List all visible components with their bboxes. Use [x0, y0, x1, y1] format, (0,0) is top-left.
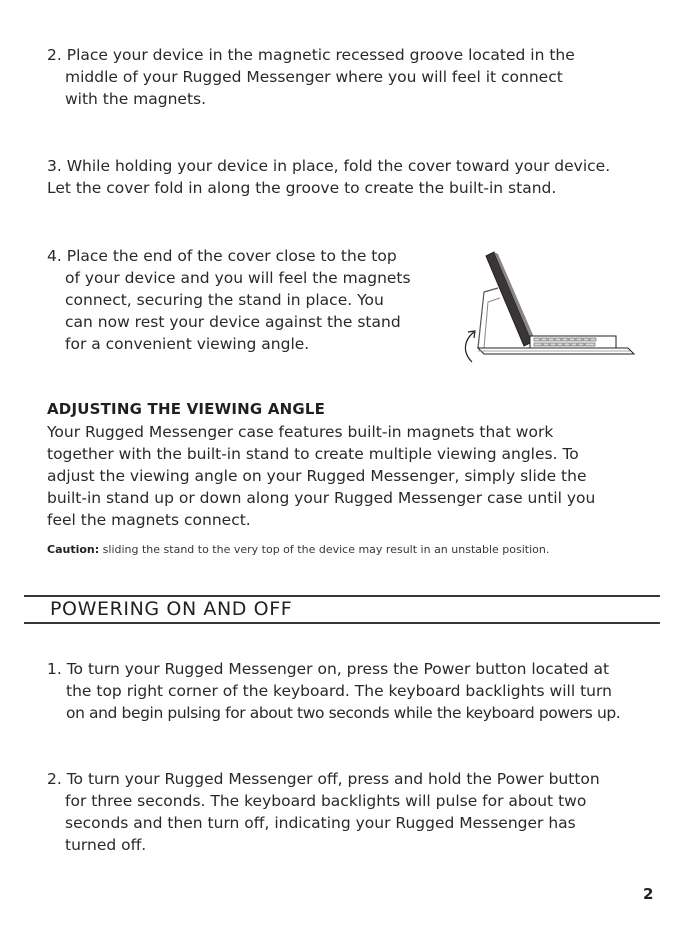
- step-3-line: 3. While holding your device in place, fold the cover toward your device.: [47, 157, 611, 175]
- step-4-line: of your device and you will feel the magnets: [65, 269, 411, 287]
- page-number: 2: [643, 885, 654, 903]
- step-4-line: for a convenient viewing angle.: [65, 335, 310, 353]
- step-4-instruction: [47, 245, 411, 355]
- step-2-line: middle of your Rugged Messenger where you will feel it connect: [65, 68, 563, 86]
- viewing-angle-line: Your Rugged Messenger case features built-in magnets that work: [47, 423, 554, 441]
- section-bottom-rule: [24, 622, 660, 624]
- section-top-rule: [24, 595, 660, 597]
- power-on-instruction: [47, 658, 620, 724]
- viewing-angle-paragraph: [47, 421, 595, 531]
- caution-note: [47, 543, 549, 556]
- step-2-line: 2. Place your device in the magnetic recessed groove located in the: [47, 46, 575, 64]
- power-off-line: seconds and then turn off, indicating your Rugged Messenger has: [65, 814, 576, 832]
- power-off-line: 2. To turn your Rugged Messenger off, press and hold the Power button: [47, 770, 600, 788]
- power-off-line: for three seconds. The keyboard backlights will pulse for about two: [65, 792, 587, 810]
- caution-text: sliding the stand to the very top of the device may result in an unstable position.: [99, 543, 550, 556]
- step-3-line: Let the cover fold in along the groove to create the built-in stand.: [47, 179, 557, 197]
- step-4-line: connect, securing the stand in place. You: [65, 291, 384, 309]
- viewing-angle-heading: ADJUSTING THE VIEWING ANGLE: [47, 400, 326, 418]
- step-3-instruction: [47, 155, 610, 199]
- power-on-line: on and begin pulsing for about two seconds while the keyboard powers up.: [66, 704, 621, 722]
- power-off-instruction: [47, 768, 600, 856]
- viewing-angle-line: feel the magnets connect.: [47, 511, 251, 529]
- powering-section-title: POWERING ON AND OFF: [50, 598, 293, 620]
- step-2-instruction: [47, 44, 575, 110]
- viewing-angle-line: adjust the viewing angle on your Rugged Messenger, simply slide the: [47, 467, 587, 485]
- step-4-line: can now rest your device against the stand: [65, 313, 401, 331]
- viewing-angle-line: built-in stand up or down along your Rugged Messenger case until you: [47, 489, 596, 507]
- power-on-line: the top right corner of the keyboard. The keyboard backlights will turn: [66, 682, 612, 700]
- step-4-line: 4. Place the end of the cover close to the top: [47, 247, 397, 265]
- device-stand-illustration: [458, 248, 638, 368]
- step-2-line: with the magnets.: [65, 90, 207, 108]
- power-off-line: turned off.: [65, 836, 147, 854]
- viewing-angle-line: together with the built-in stand to create multiple viewing angles. To: [47, 445, 579, 463]
- caution-label: Caution:: [47, 543, 100, 556]
- power-on-line: 1. To turn your Rugged Messenger on, press the Power button located at: [47, 660, 610, 678]
